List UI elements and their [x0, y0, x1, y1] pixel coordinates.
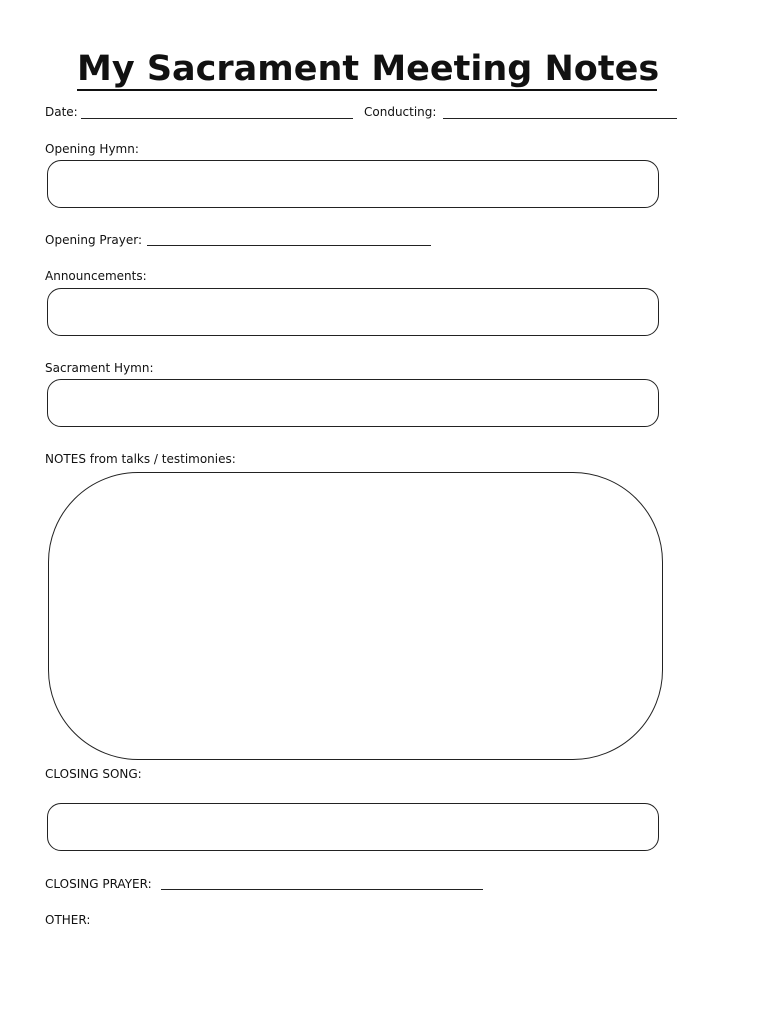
opening-prayer-label: Opening Prayer:	[45, 233, 142, 247]
sacrament-hymn-box[interactable]	[47, 379, 659, 427]
closing-prayer-field[interactable]	[161, 889, 483, 890]
opening-hymn-label: Opening Hymn:	[45, 142, 139, 156]
title-underline	[77, 89, 657, 91]
other-label: OTHER:	[45, 913, 91, 927]
date-label: Date:	[45, 105, 78, 119]
date-field[interactable]	[81, 118, 353, 119]
notes-label: NOTES from talks / testimonies:	[45, 452, 236, 466]
page-title: My Sacrament Meeting Notes	[77, 49, 660, 89]
conducting-field[interactable]	[443, 118, 677, 119]
sacrament-hymn-label: Sacrament Hymn:	[45, 361, 154, 375]
announcements-box[interactable]	[47, 288, 659, 336]
opening-prayer-field[interactable]	[147, 245, 431, 246]
conducting-label: Conducting:	[364, 105, 437, 119]
closing-prayer-label: CLOSING PRAYER:	[45, 877, 152, 891]
closing-song-box[interactable]	[47, 803, 659, 851]
opening-hymn-box[interactable]	[47, 160, 659, 208]
closing-song-label: CLOSING SONG:	[45, 767, 142, 781]
notes-box[interactable]	[48, 472, 663, 760]
announcements-label: Announcements:	[45, 269, 147, 283]
